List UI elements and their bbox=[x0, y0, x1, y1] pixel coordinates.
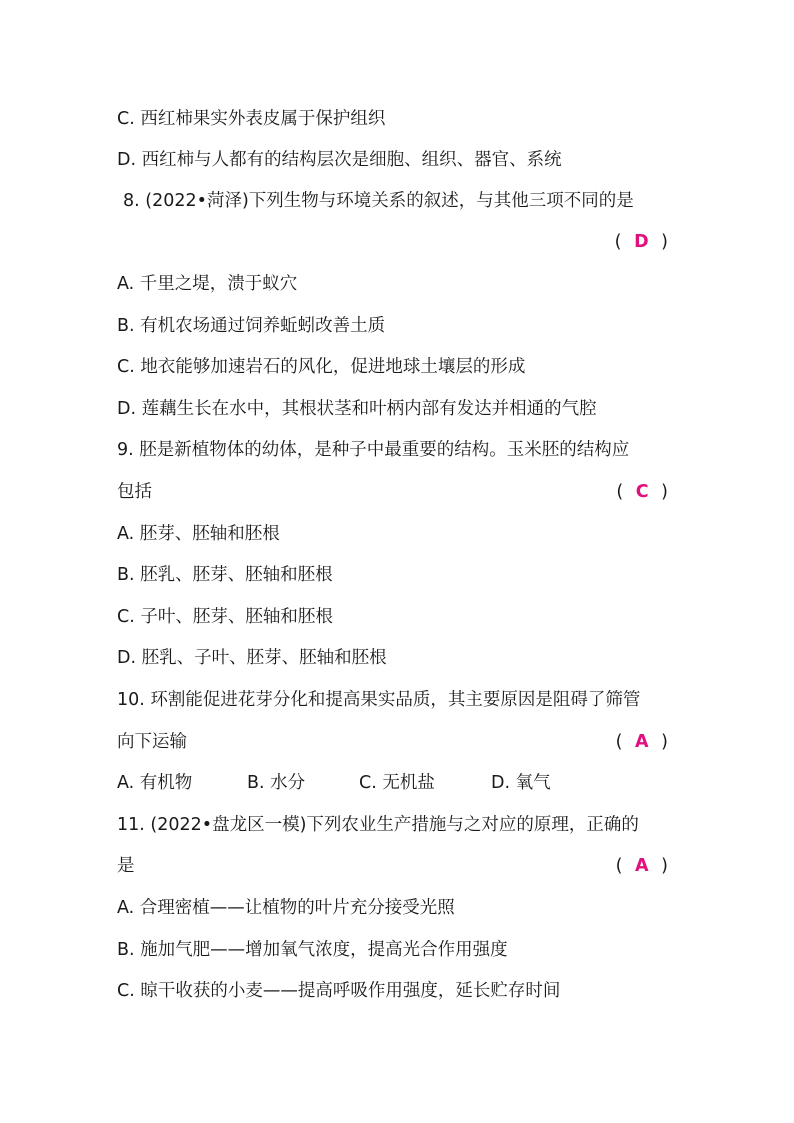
q10-option-a: A. 有机物 bbox=[117, 773, 193, 793]
q11-option-c: C. 晾干收获的小麦——提高呼吸作用强度，延长贮存时间 bbox=[117, 981, 561, 1001]
q10-answer-close: ) bbox=[661, 732, 670, 752]
q8-answer-close: ) bbox=[661, 232, 670, 252]
q8-option-d: D. 莲藕生长在水中，其根状茎和叶柄内部有发达并相通的气腔 bbox=[117, 399, 597, 419]
q8-answer-bracket bbox=[615, 227, 670, 257]
q8-answer: D bbox=[634, 232, 651, 252]
q9-answer-open: ( bbox=[616, 482, 626, 502]
q9-option-a: A. 胚芽、胚轴和胚根 bbox=[117, 524, 280, 544]
q11-answer-close: ) bbox=[661, 856, 670, 876]
q8-option-a: A. 千里之堤，溃于蚁穴 bbox=[117, 274, 298, 294]
q11-stem-line1: 11. (2022•盘龙区一模)下列农业生产措施与之对应的原理，正确的 bbox=[117, 815, 639, 835]
q8-option-b: B. 有机农场通过饲养蚯蚓改善土质 bbox=[117, 316, 386, 336]
q9-option-d: D. 胚乳、子叶、胚芽、胚轴和胚根 bbox=[117, 648, 387, 668]
q10-answer: A bbox=[635, 732, 651, 752]
q9-stem-line2: 包括 bbox=[117, 482, 152, 502]
q10-answer-bracket bbox=[616, 727, 670, 757]
q11-option-b: B. 施加气肥——增加氧气浓度，提高光合作用强度 bbox=[117, 940, 508, 960]
q10-option-b: B. 水分 bbox=[247, 773, 306, 793]
q11-option-a: A. 合理密植——让植物的叶片充分接受光照 bbox=[117, 898, 455, 918]
q10-stem-line1: 10. 环割能促进花芽分化和提高果实品质，其主要原因是阻碍了筛管 bbox=[117, 690, 641, 710]
q11-answer-open: ( bbox=[615, 856, 625, 876]
q11-stem-line2: 是 bbox=[117, 856, 135, 876]
q8-option-c: C. 地衣能够加速岩石的风化，促进地球土壤层的形成 bbox=[117, 357, 526, 377]
q9-answer-bracket bbox=[616, 477, 670, 507]
q10-options-row bbox=[117, 768, 551, 798]
q8-stem: 8. (2022•菏泽)下列生物与环境关系的叙述，与其他三项不同的是 bbox=[123, 191, 634, 211]
q9-answer-close: ) bbox=[661, 482, 670, 502]
q8-answer-open: ( bbox=[614, 232, 624, 252]
q10-option-c: C. 无机盐 bbox=[359, 773, 435, 793]
q11-answer-bracket bbox=[616, 851, 670, 881]
q10-option-d: D. 氧气 bbox=[491, 773, 551, 793]
q9-option-c: C. 子叶、胚芽、胚轴和胚根 bbox=[117, 607, 333, 627]
q7-option-c: C. 西红柿果实外表皮属于保护组织 bbox=[117, 109, 386, 129]
q9-stem-line1: 9. 胚是新植物体的幼体，是种子中最重要的结构。玉米胚的结构应 bbox=[117, 440, 630, 460]
q11-answer: A bbox=[635, 856, 651, 876]
q10-stem-line2: 向下运输 bbox=[117, 732, 187, 752]
q9-answer: C bbox=[635, 482, 651, 502]
q7-option-d: D. 西红柿与人都有的结构层次是细胞、组织、器官、系统 bbox=[117, 150, 562, 170]
q10-answer-open: ( bbox=[615, 732, 625, 752]
q9-option-b: B. 胚乳、胚芽、胚轴和胚根 bbox=[117, 565, 333, 585]
